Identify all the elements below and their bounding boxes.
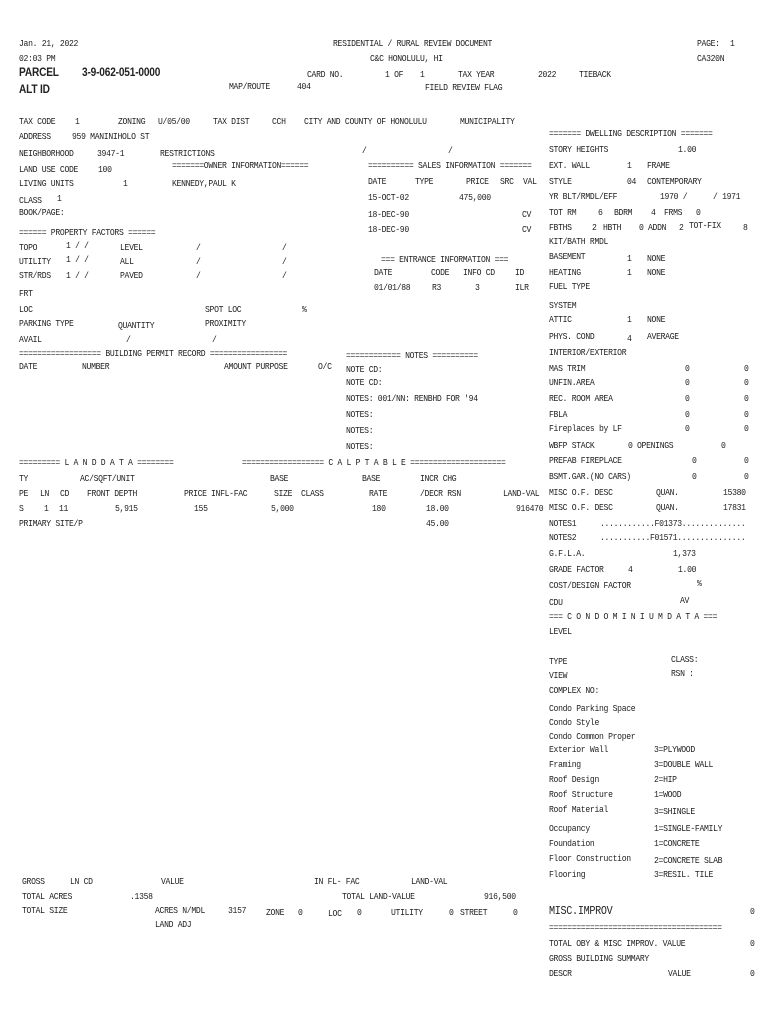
land-col-cd: CD — [60, 488, 70, 499]
bsmt-gar-label: BSMT.GAR.(NO CARS) — [549, 471, 631, 482]
condo-data-header: === C O N D O M I N I U M D A T A === — [549, 611, 718, 622]
misc-of-desc-label: MISC O.F. DESC — [549, 502, 613, 513]
spot-loc-label: SPOT LOC — [205, 304, 242, 315]
unfin-area-label: UNFIN.AREA — [549, 377, 595, 388]
misc-of-value: 15380 — [723, 487, 746, 498]
feature-value: 2=CONCRETE SLAB — [654, 855, 723, 866]
grade-factor-value: 1.00 — [678, 564, 697, 575]
fbths-value: 2 — [592, 222, 597, 233]
basement-label: BASEMENT — [549, 251, 586, 262]
tax-code-value: 1 — [75, 116, 80, 127]
land-row-quantity: 5,915 — [115, 503, 138, 514]
tax-code-label: TAX CODE — [19, 116, 56, 127]
kit-bath-rmdl-label: KIT/BATH RMDL — [549, 236, 609, 247]
note-line: NOTE CD: — [346, 377, 383, 388]
living-units-value: 1 — [123, 178, 128, 189]
mas-trim-value-b: 0 — [744, 363, 749, 374]
unfin-area-value-a: 0 — [685, 377, 690, 388]
notes2-value: ...........F01571............... — [600, 532, 746, 543]
notes1-value: ............F01373.............. — [600, 518, 746, 529]
field-review-flag-label: FIELD REVIEW FLAG — [425, 82, 503, 93]
land-use-value: 100 — [98, 164, 112, 175]
mas-trim-label: MAS TRIM — [549, 363, 586, 374]
page-number: 1 — [730, 38, 735, 49]
land-row-incr: 18.00 — [426, 503, 449, 514]
attic-code: 1 — [627, 314, 632, 325]
frt-label: FRT — [19, 288, 33, 299]
land-col-price: PRICE — [184, 488, 207, 499]
prefab-value-a: 0 — [692, 455, 697, 466]
land-col-ac-sqft: AC/SQFT/UNIT — [80, 473, 135, 484]
feature-label: Floor Construction — [549, 853, 631, 864]
note-line: NOTE CD: — [346, 364, 383, 375]
property-factors-header: ====== PROPERTY FACTORS ====== — [19, 227, 156, 238]
total-land-value-label: TOTAL LAND-VALUE — [342, 891, 415, 902]
value-label: VALUE — [161, 876, 184, 887]
descr-label: DESCR — [549, 968, 572, 979]
fbths-label: FBTHS — [549, 222, 572, 233]
cost-design-label: COST/DESIGN FACTOR — [549, 580, 631, 591]
total-land-value: 916,500 — [484, 891, 516, 902]
loc-label: LOC — [328, 908, 342, 919]
sales-row-price: 475,000 — [459, 192, 491, 203]
sales-row-date: 18-DEC-90 — [368, 224, 409, 235]
land-row-incr2: 45.00 — [426, 518, 449, 529]
calp-table-header: ================== C A L P T A B L E ===================== — [242, 457, 506, 468]
condo-class-label: CLASS: — [671, 654, 699, 665]
gross-label: GROSS — [22, 876, 45, 887]
level-label: LEVEL — [120, 242, 143, 253]
openings-value: 0 — [721, 440, 726, 451]
attic-value: NONE — [647, 314, 666, 325]
hbth-value: 0 — [639, 222, 644, 233]
entrance-code: R3 — [432, 282, 442, 293]
feature-label: Roof Material — [549, 804, 609, 815]
class-label: CLASS — [19, 195, 42, 206]
complex-no-label: COMPLEX NO: — [549, 685, 599, 696]
bsmt-gar-value-a: 0 — [692, 471, 697, 482]
topo-value: 1 / / — [66, 240, 89, 251]
avail-label: AVAIL — [19, 334, 42, 345]
frms-value: 0 — [696, 207, 701, 218]
percent-sign: % — [302, 304, 307, 315]
rec-room-value-a: 0 — [685, 393, 690, 404]
land-data-header: ========= L A N D D A T A ======== — [19, 457, 174, 468]
slash: / — [362, 145, 367, 156]
map-route-label: MAP/ROUTE — [229, 81, 270, 92]
land-use-label: LAND USE CODE — [19, 164, 79, 175]
note-line: NOTES: — [346, 409, 374, 420]
building-permit-header: ================== BUILDING PERMIT RECORD ================= — [19, 348, 288, 359]
fuel-type-label: FUEL TYPE — [549, 281, 590, 292]
neighborhood-value: 3947-1 — [97, 148, 125, 159]
percent-sign: % — [697, 578, 702, 589]
ext-wall-label: EXT. WALL — [549, 160, 590, 171]
feature-label: Foundation — [549, 838, 595, 849]
slash: / — [448, 145, 453, 156]
tax-dist-label: TAX DIST — [213, 116, 250, 127]
phys-cond-code: 4 — [627, 333, 632, 344]
land-col-ty: TY — [19, 473, 29, 484]
feature-label: Roof Design — [549, 774, 599, 785]
parcel-number: 3-9-062-051-0000 — [82, 67, 161, 79]
summary-value-label: VALUE — [668, 968, 691, 979]
land-row-size: 5,000 — [271, 503, 294, 514]
tieback-label: TIEBACK — [579, 69, 611, 80]
permit-amount-header: AMOUNT PURPOSE — [224, 361, 288, 372]
notes2-label: NOTES2 — [549, 532, 577, 543]
entrance-id: ILR — [515, 282, 529, 293]
land-col-decr-rsn: /DECR RSN — [420, 488, 461, 499]
feature-value: 3=SHINGLE — [654, 806, 695, 817]
feature-label: Framing — [549, 759, 581, 770]
entrance-section-header: === ENTRANCE INFORMATION === — [381, 254, 509, 265]
primary-site-label: PRIMARY SITE/P — [19, 518, 83, 529]
acres-nmdl-label: ACRES N/MDL — [155, 905, 205, 916]
tax-year-label: TAX YEAR — [458, 69, 495, 80]
cdu-value: AV — [680, 595, 690, 606]
feature-value: 1=WOOD — [654, 789, 682, 800]
system-label: SYSTEM — [549, 300, 577, 311]
tot-fix-value: 8 — [743, 222, 748, 233]
zoning-label: ZONING — [118, 116, 146, 127]
land-row-price: 155 — [194, 503, 208, 514]
misc-of-desc-label: MISC O.F. DESC — [549, 487, 613, 498]
neighborhood-label: NEIGHBORHOOD — [19, 148, 74, 159]
tax-dist-value: CCH — [272, 116, 286, 127]
topo-label: TOPO — [19, 242, 38, 253]
mas-trim-value-a: 0 — [685, 363, 690, 374]
sales-row-val: CV — [522, 209, 532, 220]
style-label: STYLE — [549, 176, 572, 187]
basement-value: NONE — [647, 253, 666, 264]
style-value: CONTEMPORARY — [647, 176, 702, 187]
note-line: NOTES: 001/NN: RENBHD FOR '94 — [346, 393, 478, 404]
story-heights-value: 1.00 — [678, 144, 697, 155]
misc-of-quan-label: QUAN. — [656, 502, 679, 513]
total-oby-label: TOTAL OBY & MISC IMPROV. VALUE — [549, 938, 686, 949]
condo-parking-label: Condo Parking Space — [549, 703, 636, 714]
condo-common-label: Condo Common Proper — [549, 731, 636, 742]
all-label: ALL — [120, 256, 134, 267]
land-col-class: CLASS — [301, 488, 324, 499]
sales-col-type: TYPE — [415, 176, 434, 187]
sales-row-date: 15-OCT-02 — [368, 192, 409, 203]
feature-value: 3=RESIL. TILE — [654, 869, 714, 880]
card-no-label: CARD NO. — [307, 69, 344, 80]
slash: / — [196, 270, 201, 281]
restrictions-label: RESTRICTIONS — [160, 148, 215, 159]
municipality-label: MUNICIPALITY — [460, 116, 515, 127]
card-no-value: 1 OF — [385, 69, 404, 80]
entrance-date: 01/01/88 — [374, 282, 411, 293]
wbfp-stack-label: WBFP STACK — [549, 440, 595, 451]
bdrm-label: BDRM — [614, 207, 633, 218]
ext-wall-value: FRAME — [647, 160, 670, 171]
yr-blt-value: 1970 / — [660, 191, 688, 202]
yr-eff-value: / 1971 — [713, 191, 741, 202]
basement-code: 1 — [627, 253, 632, 264]
attic-label: ATTIC — [549, 314, 572, 325]
report-time: 02:03 PM — [19, 53, 56, 64]
addn-value: 2 — [679, 222, 684, 233]
misc-improv-label: MISC.IMPROV — [549, 905, 613, 918]
heating-label: HEATING — [549, 267, 581, 278]
addn-label: ADDN — [648, 222, 667, 233]
slash: / — [212, 334, 217, 345]
prefab-fireplace-label: PREFAB FIREPLACE — [549, 455, 622, 466]
card-total: 1 — [420, 69, 425, 80]
utility-label: UTILITY — [19, 256, 51, 267]
str-rds-label: STR/RDS — [19, 270, 51, 281]
openings-label: OPENINGS — [637, 440, 674, 451]
zone-label: ZONE — [266, 907, 285, 918]
address-value: 959 MANINIHOLO ST — [72, 131, 150, 142]
gross-building-summary-label: GROSS BUILDING SUMMARY — [549, 953, 649, 964]
sales-col-price: PRICE — [466, 176, 489, 187]
unfin-area-value-b: 0 — [744, 377, 749, 388]
loc-value: 0 — [357, 907, 362, 918]
report-code: CA320N — [697, 53, 725, 64]
acres-nmdl-value: 3157 — [228, 905, 247, 916]
permit-oc-header: O/C — [318, 361, 332, 372]
paved-label: PAVED — [120, 270, 143, 281]
entrance-col-info: INFO CD — [463, 267, 495, 278]
ln-cd-label: LN CD — [70, 876, 93, 887]
entrance-col-date: DATE — [374, 267, 393, 278]
heating-code: 1 — [627, 267, 632, 278]
address-label: ADDRESS — [19, 131, 51, 142]
living-units-label: LIVING UNITS — [19, 178, 74, 189]
land-col-front-depth: FRONT DEPTH — [87, 488, 137, 499]
parking-type-label: PARKING TYPE — [19, 318, 74, 329]
entrance-col-code: CODE — [431, 267, 450, 278]
land-col-infl: INFL-FAC — [211, 488, 248, 499]
rec-room-label: REC. ROOM AREA — [549, 393, 613, 404]
interior-exterior-label: INTERIOR/EXTERIOR — [549, 347, 627, 358]
view-label: VIEW — [549, 670, 568, 681]
class-value: 1 — [57, 193, 62, 204]
land-row-rate: 180 — [372, 503, 386, 514]
sales-col-date: DATE — [368, 176, 387, 187]
gfla-label: G.F.L.A. — [549, 548, 586, 559]
tot-rm-value: 6 — [598, 207, 603, 218]
document-title: RESIDENTIAL / RURAL REVIEW DOCUMENT — [333, 38, 493, 49]
sales-row-val: CV — [522, 224, 532, 235]
phys-cond-label: PHYS. COND — [549, 331, 595, 342]
summary-value: 0 — [750, 968, 755, 979]
utility-value: 0 — [449, 907, 454, 918]
land-col-base: BASE — [270, 473, 289, 484]
tax-year-value: 2022 — [538, 69, 557, 80]
fireplaces-lf-value-b: 0 — [744, 423, 749, 434]
dwelling-section-header: ======= DWELLING DESCRIPTION ======= — [549, 128, 713, 139]
quantity-label: QUANTITY — [118, 320, 155, 331]
alt-id-label: ALT ID — [19, 84, 50, 96]
feature-label: Occupancy — [549, 823, 590, 834]
rec-room-value-b: 0 — [744, 393, 749, 404]
type-label: TYPE — [549, 656, 568, 667]
land-row-type: S — [19, 503, 24, 514]
fbla-value-a: 0 — [685, 409, 690, 420]
slash: / — [196, 256, 201, 267]
yr-blt-label: YR BLT/RMDL/EFF — [549, 191, 618, 202]
owner-name: KENNEDY,PAUL K — [172, 178, 236, 189]
divider-rule: ====================================== — [549, 922, 722, 933]
zone-value: 0 — [298, 907, 303, 918]
land-row-ln: 1 — [44, 503, 49, 514]
grade-factor-code: 4 — [628, 564, 633, 575]
street-value: 0 — [513, 907, 518, 918]
level-label: LEVEL — [549, 626, 572, 637]
land-col-ln: LN — [40, 488, 50, 499]
bsmt-gar-value-b: 0 — [744, 471, 749, 482]
tot-rm-label: TOT RM — [549, 207, 577, 218]
slash: / — [126, 334, 131, 345]
wbfp-stack-value: 0 — [628, 440, 633, 451]
story-heights-label: STORY HEIGHTS — [549, 144, 609, 155]
note-line: NOTES: — [346, 441, 374, 452]
report-date: Jan. 21, 2022 — [19, 38, 79, 49]
land-col-pe: PE — [19, 488, 29, 499]
permit-number-header: NUMBER — [82, 361, 110, 372]
proximity-label: PROXIMITY — [205, 318, 246, 329]
str-rds-value: 1 / / — [66, 270, 89, 281]
cdu-label: CDU — [549, 597, 563, 608]
condo-style-label: Condo Style — [549, 717, 599, 728]
notes1-label: NOTES1 — [549, 518, 577, 529]
bdrm-value: 4 — [651, 207, 656, 218]
slash: / — [282, 270, 287, 281]
heating-value: NONE — [647, 267, 666, 278]
sales-section-header: ========== SALES INFORMATION ======= — [368, 160, 532, 171]
owner-section-header: =======OWNER INFORMATION====== — [172, 160, 309, 171]
page-label: PAGE: — [697, 38, 720, 49]
feature-label: Exterior Wall — [549, 744, 609, 755]
feature-value: 1=CONCRETE — [654, 838, 700, 849]
municipality-name: CITY AND COUNTY OF HONOLULU — [304, 116, 427, 127]
sales-col-val: VAL — [523, 176, 537, 187]
feature-value: 3=DOUBLE WALL — [654, 759, 714, 770]
phys-cond-value: AVERAGE — [647, 331, 679, 342]
land-row-cd: 11 — [59, 503, 69, 514]
total-size-label: TOTAL SIZE — [22, 905, 68, 916]
entrance-info: 3 — [475, 282, 480, 293]
frms-label: FRMS — [664, 207, 683, 218]
slash: / — [196, 242, 201, 253]
slash: / — [282, 242, 287, 253]
style-code: 04 — [627, 176, 637, 187]
land-row-value: 916470 — [516, 503, 544, 514]
fireplaces-lf-label: Fireplaces by LF — [549, 423, 622, 434]
map-route-value: 404 — [297, 81, 311, 92]
rsn-label: RSN : — [671, 668, 694, 679]
street-label: STREET — [460, 907, 488, 918]
entrance-col-id: ID — [515, 267, 525, 278]
total-acres-value: .1358 — [130, 891, 153, 902]
prefab-value-b: 0 — [744, 455, 749, 466]
hbth-label: HBTH — [603, 222, 622, 233]
feature-value: 1=SINGLE-FAMILY — [654, 823, 723, 834]
tot-fix-label: TOT-FIX — [689, 220, 721, 231]
book-page-label: BOOK/PAGE: — [19, 207, 65, 218]
ext-wall-code: 1 — [627, 160, 632, 171]
slash: / — [282, 256, 287, 267]
fbla-value-b: 0 — [744, 409, 749, 420]
land-val-label: LAND-VAL — [411, 876, 448, 887]
fireplaces-lf-value-a: 0 — [685, 423, 690, 434]
land-adj-label: LAND ADJ — [155, 919, 192, 930]
land-col-incr: INCR CHG — [420, 473, 457, 484]
document-subtitle: C&C HONOLULU, HI — [370, 53, 443, 64]
land-col-size: SIZE — [274, 488, 293, 499]
zoning-value: U/05/00 — [158, 116, 190, 127]
feature-label: Roof Structure — [549, 789, 613, 800]
feature-value: 3=PLYWOOD — [654, 744, 695, 755]
sales-row-date: 18-DEC-90 — [368, 209, 409, 220]
notes-section-header: ============ NOTES ========== — [346, 350, 478, 361]
permit-date-header: DATE — [19, 361, 38, 372]
feature-label: Flooring — [549, 869, 586, 880]
total-oby-value: 0 — [750, 938, 755, 949]
utility-value: 1 / / — [66, 254, 89, 265]
misc-of-quan-label: QUAN. — [656, 487, 679, 498]
total-acres-label: TOTAL ACRES — [22, 891, 72, 902]
land-col-rate: RATE — [369, 488, 388, 499]
feature-value: 2=HIP — [654, 774, 677, 785]
gfla-value: 1,373 — [673, 548, 696, 559]
misc-improv-value: 0 — [750, 906, 755, 917]
fbla-label: FBLA — [549, 409, 568, 420]
grade-factor-label: GRADE FACTOR — [549, 564, 604, 575]
sales-col-src: SRC — [500, 176, 514, 187]
parcel-label: PARCEL — [19, 67, 59, 79]
land-col-land-val: LAND-VAL — [503, 488, 540, 499]
loc-label: LOC — [19, 304, 33, 315]
infl-fac-label: IN FL- FAC — [314, 876, 360, 887]
misc-of-value: 17831 — [723, 502, 746, 513]
utility-label: UTILITY — [391, 907, 423, 918]
land-col-base-rate: BASE — [362, 473, 381, 484]
note-line: NOTES: — [346, 425, 374, 436]
